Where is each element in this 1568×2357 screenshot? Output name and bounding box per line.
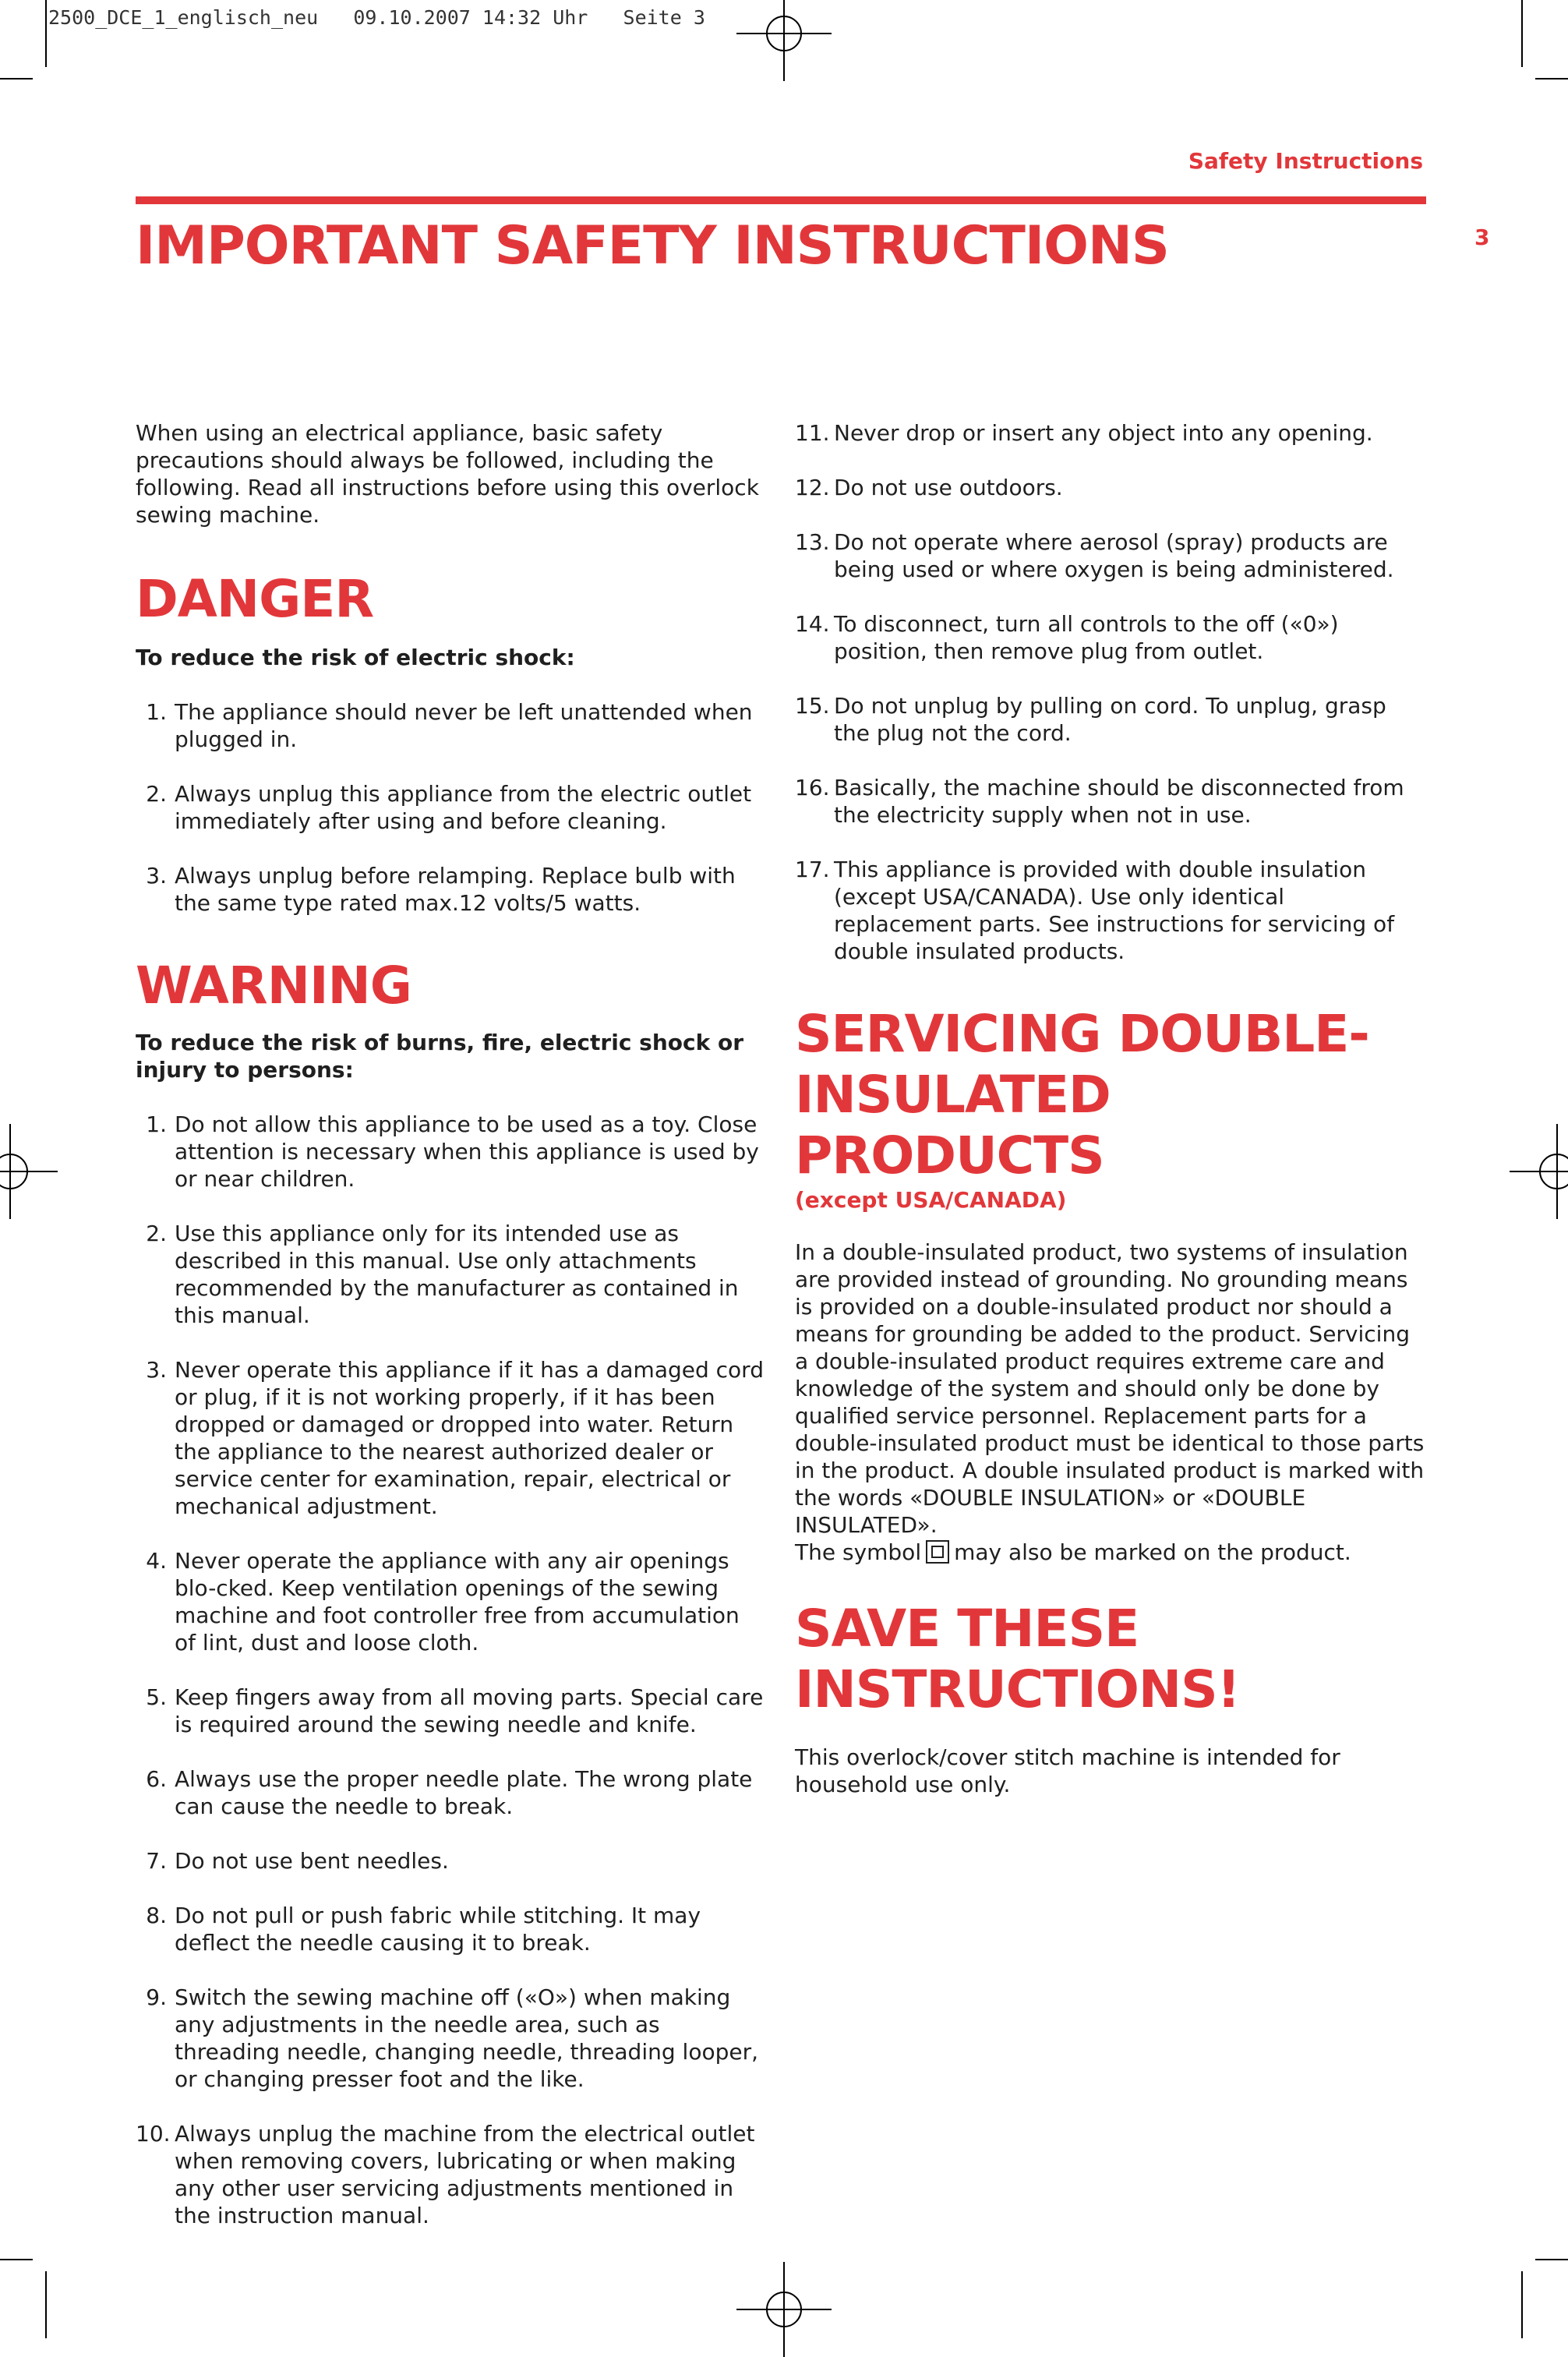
crop-mark bbox=[45, 2271, 47, 2338]
crop-mark bbox=[0, 2259, 33, 2260]
crop-mark bbox=[1521, 0, 1523, 67]
danger-heading: DANGER bbox=[136, 569, 374, 629]
list-item: 8. Do not pull or push fabric while stitching. It may deflect the needle causing it to break. bbox=[146, 1903, 701, 1956]
danger-subheading: To reduce the risk of electric shock: bbox=[136, 645, 575, 670]
list-item: 9. Switch the sewing machine off («O») when making any adjustments in the needle area, such as threading needle, changing needle, threading looper, or changing presser foot and the like. bbox=[146, 1984, 758, 2092]
servicing-paragraph: In a double-insulated product, two systems of insulation are provided instead of grounding. No grounding means is provided on a double-insulated product nor should a means for grounding be added to the product. Servicing a double-insulated product requires extreme care and knowledge of the system and should only be done by qualified service personnel. Replacement parts for a double-insulated product must be identical to those parts in the product. A double insulated product is marked with the words «DOUBLE INSULATION» or «DOUBLE INSULATED». bbox=[795, 1239, 1425, 1538]
print-slug: 2500_DCE_1_englisch_neu 09.10.2007 14:32 Uhr Seite 3 bbox=[48, 6, 705, 29]
warning-subheading: To reduce the risk of burns, fire, electric shock or injury to persons: bbox=[136, 1030, 744, 1083]
list-item: 1. The appliance should never be left unattended when plugged in. bbox=[146, 699, 753, 752]
page-title: IMPORTANT SAFETY INSTRUCTIONS bbox=[136, 215, 1169, 277]
save-heading: SAVE THESE INSTRUCTIONS! bbox=[795, 1599, 1240, 1719]
list-item: 13. Do not operate where aerosol (spray) products are being used or where oxygen is being administered. bbox=[795, 529, 1394, 582]
symbol-line-before: The symbol bbox=[795, 1539, 922, 1565]
registration-mark-icon bbox=[1539, 1154, 1568, 1189]
list-item: 14. To disconnect, turn all controls to the off («0») position, then remove plug from outlet. bbox=[795, 611, 1339, 664]
symbol-line bbox=[795, 1539, 1425, 1566]
list-item: 3. Never operate this appliance if it has a damaged cord or plug, if it is not working properly, if it has been dropped or damaged or dropped into water. Return the appliance to the nearest authorized dealer or service center for examination, repair, electrical or mechanical adjustment. bbox=[146, 1357, 764, 1519]
registration-mark-icon bbox=[766, 16, 802, 51]
running-head: Safety Instructions bbox=[1188, 148, 1423, 174]
intro-paragraph: When using an electrical appliance, basic safety precautions should always be followed, including the following. Read all instructions before using this overlock sewing machine. bbox=[136, 420, 759, 528]
crop-mark bbox=[1535, 78, 1568, 80]
right-column bbox=[795, 419, 1425, 1798]
list-item: 3. Always unplug before relamping. Replace bulb with the same type rated max.12 volts/5 watts. bbox=[146, 863, 736, 916]
crop-mark bbox=[1521, 2271, 1523, 2338]
warning-list bbox=[136, 1111, 765, 2229]
left-column bbox=[136, 419, 765, 2229]
list-item: 6. Always use the proper needle plate. The wrong plate can cause the needle to break. bbox=[146, 1766, 753, 1819]
servicing-subheading: (except USA/CANADA) bbox=[795, 1187, 1067, 1213]
symbol-line-after: may also be marked on the product. bbox=[954, 1539, 1351, 1565]
list-item: 12. Do not use outdoors. bbox=[795, 475, 1063, 500]
registration-mark-icon bbox=[0, 1154, 28, 1189]
list-item: 17. This appliance is provided with double insulation (except USA/CANADA). Use only identical replacement parts. See instructions for servicing of double insulated products. bbox=[795, 857, 1395, 964]
page-number: 3 bbox=[1474, 224, 1490, 250]
crop-mark bbox=[1535, 2259, 1568, 2260]
list-item: 1. Do not allow this appliance to be used as a toy. Close attention is necessary when this appliance is used by or near children. bbox=[146, 1111, 759, 1192]
list-item: 2. Use this appliance only for its intended use as described in this manual. Use only attachments recommended by the manufacturer as contained in this manual. bbox=[146, 1221, 739, 1328]
list-item: 2. Always unplug this appliance from the electric outlet immediately after using and before cleaning. bbox=[146, 781, 752, 834]
crop-mark bbox=[45, 0, 47, 67]
crop-mark bbox=[0, 78, 33, 80]
list-item: 5. Keep fingers away from all moving parts. Special care is required around the sewing needle and knife. bbox=[146, 1684, 764, 1737]
list-item: 15. Do not unplug by pulling on cord. To unplug, grasp the plug not the cord. bbox=[795, 693, 1386, 746]
list-item: 4. Never operate the appliance with any air openings blo-cked. Keep ventilation openings of the sewing machine and foot controller free from accumulation of lint, dust and loose cloth. bbox=[146, 1548, 740, 1656]
warning-heading: WARNING bbox=[136, 956, 411, 1016]
warning-list-continued bbox=[795, 419, 1425, 965]
header-rule bbox=[136, 196, 1426, 204]
double-insulation-square-icon bbox=[926, 1540, 949, 1564]
list-item: 16. Basically, the machine should be disconnected from the electricity supply when not in use. bbox=[795, 775, 1404, 828]
list-item: 7. Do not use bent needles. bbox=[146, 1848, 449, 1874]
list-item: 11. Never drop or insert any object into any opening. bbox=[795, 420, 1373, 446]
danger-list bbox=[136, 698, 765, 917]
servicing-heading: SERVICING DOUBLE-INSULATED PRODUCTS bbox=[795, 1004, 1369, 1186]
registration-mark-icon bbox=[766, 2292, 802, 2327]
save-paragraph: This overlock/cover stitch machine is intended for household use only. bbox=[795, 1744, 1340, 1797]
list-item: 10. Always unplug the machine from the electrical outlet when removing covers, lubricating or when making any other user servicing adjustments mentioned in the instruction manual. bbox=[136, 2121, 755, 2228]
